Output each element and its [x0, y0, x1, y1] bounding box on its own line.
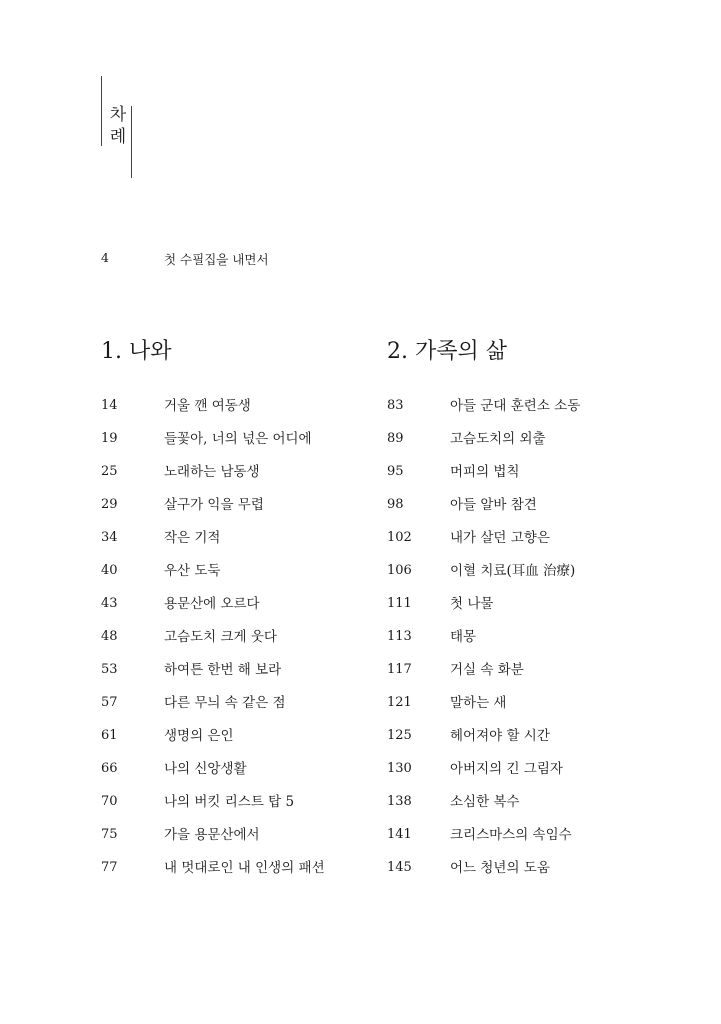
entry-title: 고슴도치 크게 웃다	[164, 629, 277, 645]
section-1-entries	[101, 396, 361, 891]
entry-page-number: 83	[387, 398, 404, 413]
entry-title: 태몽	[450, 629, 477, 645]
entry-title: 거울 깬 여동생	[164, 398, 251, 414]
section-title: 2. 가족의 삶	[387, 339, 507, 364]
entry-title: 아들 알바 참견	[450, 497, 537, 513]
entry-page-number: 111	[387, 596, 412, 611]
entry-title: 첫 나물	[450, 596, 494, 612]
entry-title: 가을 용문산에서	[164, 827, 260, 843]
toc-entry	[387, 693, 647, 726]
entry-page-number: 14	[101, 398, 118, 413]
entry-title: 우산 도둑	[164, 563, 221, 579]
toc-entry	[101, 693, 361, 726]
toc-entry	[387, 396, 647, 429]
entry-page-number: 48	[101, 629, 118, 644]
entry-page-number: 40	[101, 563, 118, 578]
entry-title: 말하는 새	[450, 695, 507, 711]
entry-page-number: 102	[387, 530, 412, 545]
entry-title: 머피의 법칙	[450, 464, 520, 480]
toc-entry	[387, 495, 647, 528]
toc-entry	[101, 858, 361, 891]
entry-title: 아들 군대 훈련소 소동	[450, 398, 581, 414]
toc-entry	[101, 627, 361, 660]
toc-entry	[101, 462, 361, 495]
entry-title: 거실 속 화분	[450, 662, 524, 678]
heading-rule-right	[131, 106, 132, 178]
entry-page-number: 25	[101, 464, 118, 479]
toc-entry	[387, 726, 647, 759]
entry-title: 소심한 복수	[450, 794, 520, 810]
entry-title: 어느 청년의 도움	[450, 860, 550, 876]
toc-entry	[101, 594, 361, 627]
entry-page-number: 53	[101, 662, 118, 677]
entry-title: 생명의 은인	[164, 728, 234, 744]
entry-page-number: 95	[387, 464, 404, 479]
entry-title: 아버지의 긴 그림자	[450, 761, 563, 777]
entry-title: 용문산에 오르다	[164, 596, 260, 612]
entry-page-number: 145	[387, 860, 412, 875]
section-2	[387, 338, 647, 876]
entry-title: 내 멋대로인 내 인생의 패션	[164, 860, 325, 876]
toc-entry	[101, 429, 361, 462]
toc-entry	[387, 660, 647, 693]
toc-entry	[387, 792, 647, 825]
entry-page-number: 19	[101, 431, 118, 446]
toc-entry	[387, 561, 647, 594]
entry-page-number: 57	[101, 695, 118, 710]
entry-page-number: 89	[387, 431, 404, 446]
entry-title: 크리스마스의 속임수	[450, 827, 572, 843]
entry-page-number: 130	[387, 761, 412, 776]
entry-title: 나의 버킷 리스트 탑 5	[164, 794, 295, 810]
toc-entry	[387, 825, 647, 858]
entry-title: 헤어져야 할 시간	[450, 728, 550, 744]
entry-page-number: 98	[387, 497, 404, 512]
toc-entry	[387, 759, 647, 792]
entry-page-number: 61	[101, 728, 118, 743]
entry-title: 다른 무늬 속 같은 점	[164, 695, 286, 711]
toc-entry	[387, 858, 647, 891]
toc-entry	[101, 495, 361, 528]
toc-entry	[101, 561, 361, 594]
entry-page-number: 70	[101, 794, 118, 809]
entry-page-number: 141	[387, 827, 412, 842]
toc-heading: 차례	[109, 105, 127, 147]
toc-heading-block	[101, 76, 133, 180]
toc-entry	[387, 429, 647, 462]
entry-page-number: 117	[387, 662, 412, 677]
entry-title: 들꽃아, 너의 넋은 어디에	[164, 431, 312, 447]
toc-entry	[387, 528, 647, 561]
entry-page-number: 125	[387, 728, 412, 743]
section-1	[101, 338, 361, 876]
entry-page-number: 113	[387, 629, 412, 644]
entry-title: 하여튼 한번 해 보라	[164, 662, 282, 678]
entry-title: 이혈 치료(耳血 治療)	[450, 563, 576, 579]
preface-entry	[101, 250, 401, 270]
entry-title: 고슴도치의 외출	[450, 431, 546, 447]
toc-entry	[101, 660, 361, 693]
toc-entry	[387, 627, 647, 660]
toc-entry	[101, 528, 361, 561]
entry-page-number: 121	[387, 695, 412, 710]
entry-page-number: 75	[101, 827, 118, 842]
heading-rule-left	[101, 76, 102, 146]
entry-title: 내가 살던 고향은	[450, 530, 550, 546]
preface-title: 첫 수필집을 내면서	[164, 252, 269, 267]
entry-page-number: 106	[387, 563, 412, 578]
toc-entry	[101, 759, 361, 792]
entry-title: 노래하는 남동생	[164, 464, 260, 480]
toc-entry	[101, 726, 361, 759]
entry-page-number: 34	[101, 530, 118, 545]
toc-entry	[387, 462, 647, 495]
entry-page-number: 29	[101, 497, 118, 512]
section-title: 1. 나와	[101, 339, 172, 364]
entry-page-number: 138	[387, 794, 412, 809]
toc-entry	[101, 825, 361, 858]
section-2-entries	[387, 396, 647, 891]
preface-page-number: 4	[101, 250, 109, 265]
toc-entry	[101, 396, 361, 429]
entry-title: 살구가 익을 무렵	[164, 497, 264, 513]
toc-entry	[387, 594, 647, 627]
entry-title: 나의 신앙생활	[164, 761, 247, 777]
entry-page-number: 77	[101, 860, 118, 875]
entry-title: 작은 기적	[164, 530, 221, 546]
entry-page-number: 66	[101, 761, 118, 776]
entry-page-number: 43	[101, 596, 118, 611]
toc-entry	[101, 792, 361, 825]
